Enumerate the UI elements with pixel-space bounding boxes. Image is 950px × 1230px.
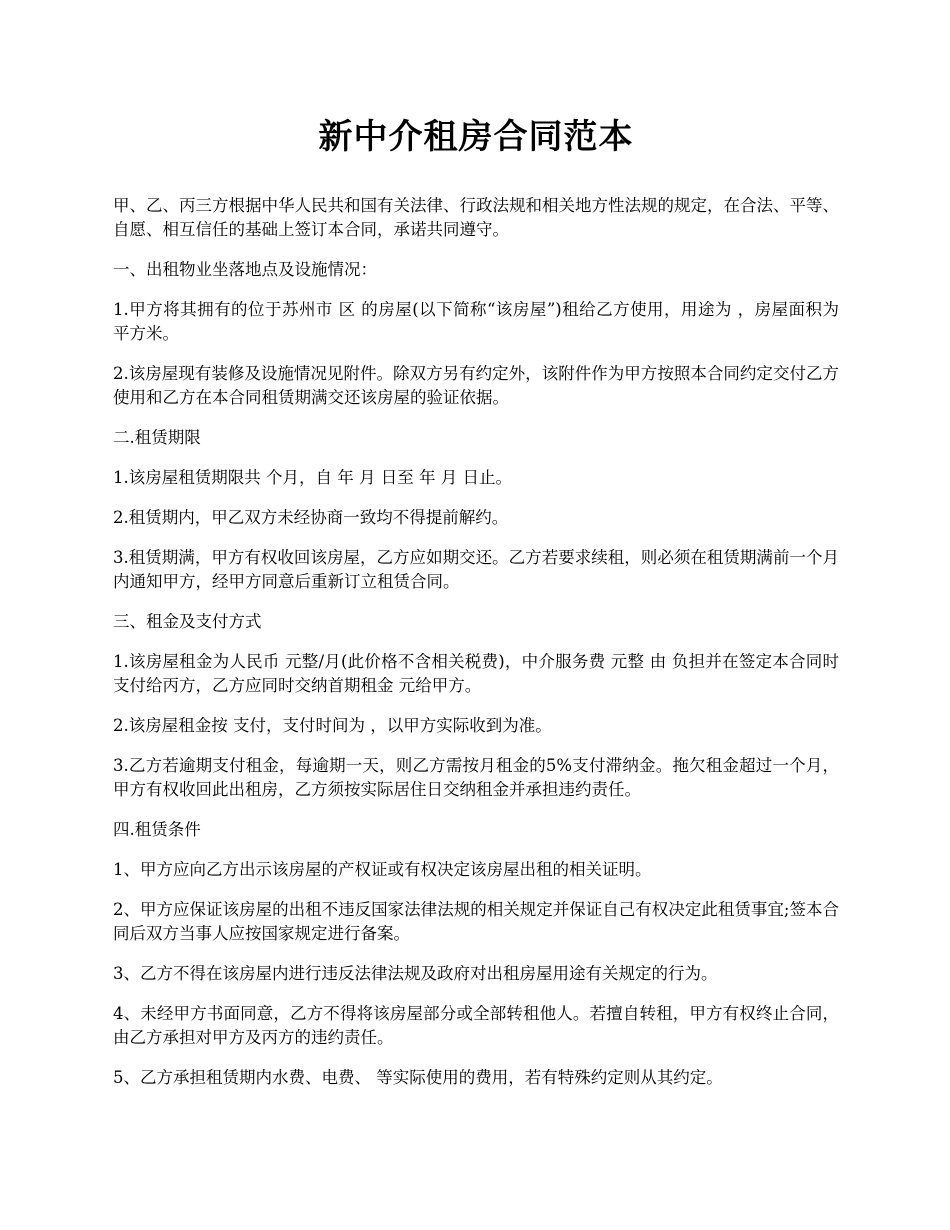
clause-paragraph: 3.乙方若逾期支付租金，每逾期一天，则乙方需按月租金的5%支付滞纳金。拖欠租金超过一个月，甲方有权收回此出租房，乙方须按实际居住日交纳租金并承担违约责任。 xyxy=(113,756,839,799)
clause-paragraph: 2.该房屋租金按 支付，支付时间为 ，以甲方实际收到为准。 xyxy=(113,716,552,735)
clause-paragraph: 5、乙方承担租赁期内水费、电费、 等实际使用的费用，若有特殊约定则从其约定。 xyxy=(113,1068,723,1087)
clause-paragraph: 1.该房屋租金为人民币 元整/月(此价格不含相关税费)，中介服务费 元整 由 负担并在签定本合同时支付给丙方，乙方应同时交纳首期租金 元给甲方。 xyxy=(113,652,839,695)
section-location xyxy=(113,258,839,410)
section-lease-term xyxy=(113,426,839,594)
section-heading: 一、出租物业坐落地点及设施情况： xyxy=(113,260,377,279)
section-heading: 二.租赁期限 xyxy=(113,428,201,447)
section-rent-payment xyxy=(113,610,839,802)
document-title: 新中介租房合同范本 xyxy=(318,117,634,157)
clause-paragraph: 3、乙方不得在该房屋内进行违反法律法规及政府对出租房屋用途有关规定的行为。 xyxy=(113,964,718,983)
document-page xyxy=(113,112,839,1106)
clause-paragraph: 2.该房屋现有装修及设施情况见附件。除双方另有约定外，该附件作为甲方按照本合同约定交付乙方使用和乙方在本合同租赁期满交还该房屋的验证依据。 xyxy=(113,364,839,407)
clause-paragraph: 4、未经甲方书面同意，乙方不得将该房屋部分或全部转租他人。若擅自转租，甲方有权终止合同，由乙方承担对甲方及丙方的违约责任。 xyxy=(113,1004,839,1047)
clause-paragraph: 2、甲方应保证该房屋的出租不违反国家法律法规的相关规定并保证自己有权决定此租赁事宜;签本合同后双方当事人应按国家规定进行备案。 xyxy=(113,900,839,943)
section-heading: 四.租赁条件 xyxy=(113,820,201,839)
clause-paragraph: 3.租赁期满，甲方有权收回该房屋，乙方应如期交还。乙方若要求续租，则必须在租赁期满前一个月内通知甲方，经甲方同意后重新订立租赁合同。 xyxy=(113,548,839,591)
intro-paragraph: 甲、乙、丙三方根据中华人民共和国有关法律、行政法规和相关地方性法规的规定，在合法、平等、自愿、相互信任的基础上签订本合同，承诺共同遵守。 xyxy=(113,196,839,239)
section-lease-conditions xyxy=(113,818,839,1090)
clause-paragraph: 1、甲方应向乙方出示该房屋的产权证或有权决定该房屋出租的相关证明。 xyxy=(113,860,652,879)
clause-paragraph: 1.该房屋租赁期限共 个月，自 年 月 日至 年 月 日止。 xyxy=(113,468,512,487)
clause-paragraph: 1.甲方将其拥有的位于苏州市 区 的房屋(以下简称“该房屋”)租给乙方使用，用途为 ，房屋面积为 平方米。 xyxy=(113,300,839,343)
clause-paragraph: 2.租赁期内，甲乙双方未经协商一致均不得提前解约。 xyxy=(113,508,509,527)
section-heading: 三、租金及支付方式 xyxy=(113,612,262,631)
